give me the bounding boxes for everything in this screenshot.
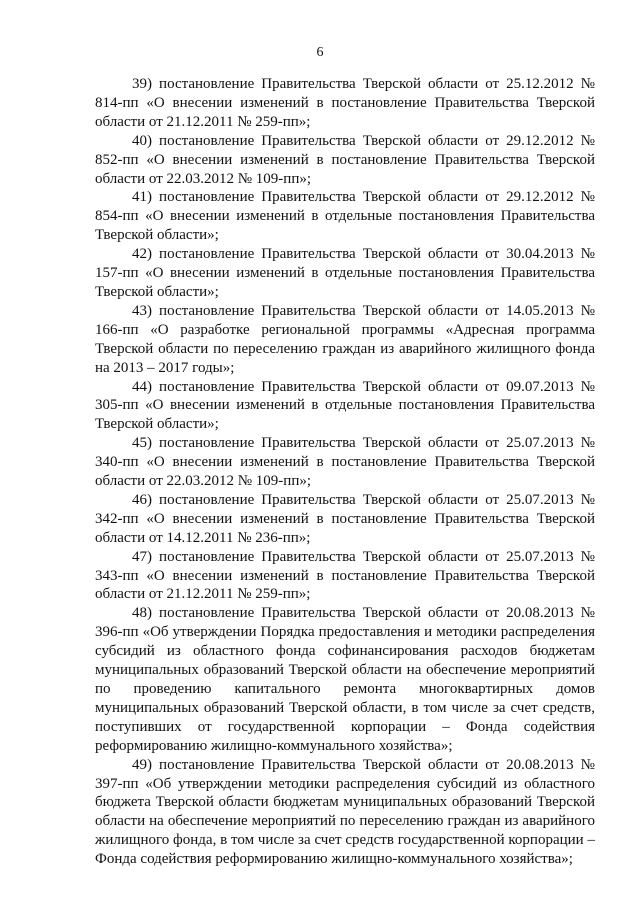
list-item: 39) постановление Правительства Тверской области от 25.12.2012 № 814-пп «О внесении изменений в постановление Правительства Тверской области от 21.12.2011 № 259-пп»; [95,76,595,130]
list-item: 43) постановление Правительства Тверской области от 14.05.2013 № 166-пп «О разработке региональной программы «Адресная программа Тверской области по переселению граждан из аварийного жилищного фонда на 2013 – 2017 годы»; [95,302,595,376]
document-body [95,75,595,869]
page-number: 6 [316,45,324,60]
list-item: 40) постановление Правительства Тверской области от 29.12.2012 № 852-пп «О внесении изменений в постановление Правительства Тверской области от 22.03.2012 № 109-пп»; [95,132,595,187]
list-item: 45) постановление Правительства Тверской области от 25.07.2013 № 340-пп «О внесении изменений в постановление Правительства Тверской области от 22.03.2012 № 109-пп»; [95,435,595,490]
list-item: 49) постановление Правительства Тверской области от 20.08.2013 № 397-пп «Об утверждении методики распределения субсидий из областного бюджета Тверской области бюджетам муниципальных образований Тверской области на обеспечение мероприятий по переселению граждан из аварийного жилищного фонда, в том числе за счет средств государственной корпорации – Фонда содействия реформированию жилищно-коммунального хозяйства»; [95,756,595,868]
list-item: 42) постановление Правительства Тверской области от 30.04.2013 № 157-пп «О внесении изменений в отдельные постановления Правительства Тверской области»; [95,246,595,300]
list-item: 44) постановление Правительства Тверской области от 09.07.2013 № 305-пп «О внесении изменений в отдельные постановления Правительства Тверской области»; [95,378,595,433]
list-item: 46) постановление Правительства Тверской области от 25.07.2013 № 342-пп «О внесении изменений в постановление Правительства Тверской области от 14.12.2011 № 236-пп»; [95,491,595,546]
list-item: 41) постановление Правительства Тверской области от 29.12.2012 № 854-пп «О внесении изменений в отдельные постановления Правительства Тверской области»; [95,189,595,244]
list-item: 47) постановление Правительства Тверской области от 25.07.2013 № 343-пп «О внесении изменений в постановление Правительства Тверской области от 21.12.2011 № 259-пп»; [95,548,595,603]
list-item: 48) постановление Правительства Тверской области от 20.08.2013 № 396-пп «Об утверждении Порядка предоставления и методики распределения субсидий из областного фонда софинансирования расходов бюджетам муниципальных образований Тверской области на обеспечение мероприятий по проведению капитального ремонта многоквартирных домов муниципальных образований Тверской области, в том числе за счет средств, поступивших от государственной корпорации – Фонда содействия реформированию жилищно-коммунального хозяйства»; [95,605,595,754]
